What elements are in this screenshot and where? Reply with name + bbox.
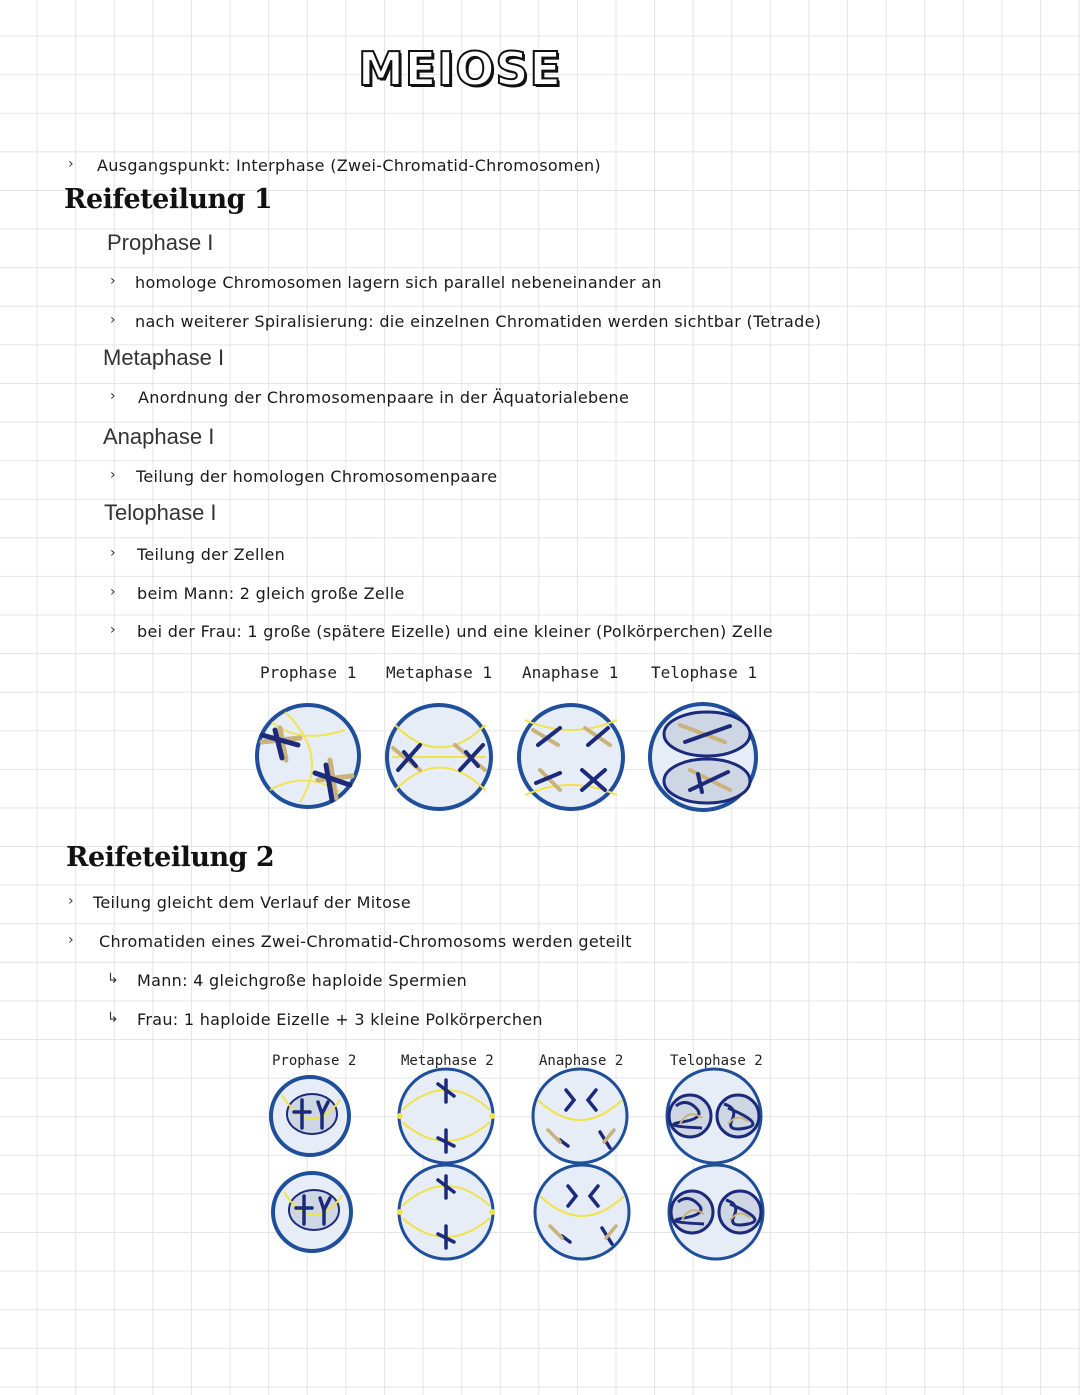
cell-prophase-2-b	[273, 1173, 351, 1251]
phase-title-prophase-1: Prophase I	[107, 230, 214, 255]
heading-reifeteilung-2: Reifeteilung 2	[66, 842, 275, 873]
diagram-label-metaphase-2: Metaphase 2	[401, 1053, 494, 1069]
bullet-text: Chromatiden eines Zwei-Chromatid-Chromosoms werden geteilt	[99, 932, 632, 951]
sub-text: Frau: 1 haploide Eizelle + 3 kleine Polkörperchen	[137, 1010, 543, 1029]
cell-metaphase-2-a	[397, 1069, 495, 1163]
diagram-label-prophase-1: Prophase 1	[260, 663, 357, 682]
cell-anaphase-2-b	[535, 1165, 629, 1259]
page-title: MEIOSE	[358, 42, 562, 96]
bullet-icon: ›	[68, 156, 74, 172]
bullet-text: beim Mann: 2 gleich große Zelle	[137, 584, 405, 603]
sub-text: Mann: 4 gleichgroße haploide Spermien	[137, 971, 468, 990]
bullet-text: Teilung der homologen Chromosomenpaare	[136, 467, 498, 486]
diagram-label-anaphase-2: Anaphase 2	[539, 1053, 624, 1069]
bullet-text: Anordnung der Chromosomenpaare in der Äquatorialebene	[138, 388, 630, 407]
bullet-icon: ›	[110, 312, 116, 328]
diagram-label-prophase-2: Prophase 2	[272, 1053, 357, 1069]
phase-title-telophase-1: Telophase I	[104, 500, 217, 525]
intro-text: Ausgangspunkt: Interphase (Zwei-Chromatid-Chromosomen)	[97, 156, 601, 175]
bullet-text: homologe Chromosomen lagern sich parallel nebeneinander an	[135, 273, 662, 292]
cell-prophase-1	[257, 705, 359, 807]
phase-title-metaphase-1: Metaphase I	[103, 345, 225, 370]
cell-anaphase-1	[519, 705, 623, 809]
bullet-icon: ›	[110, 467, 116, 483]
cell-telophase-2-a	[667, 1069, 761, 1163]
cell-anaphase-2-a	[533, 1069, 627, 1163]
cell-prophase-2-a	[271, 1077, 349, 1155]
phase-title-anaphase-1: Anaphase I	[103, 424, 215, 449]
bullet-text: Teilung der Zellen	[137, 545, 286, 564]
diagram-label-anaphase-1: Anaphase 1	[522, 663, 619, 682]
sub-arrow-icon: ↳	[107, 971, 119, 987]
bullet-text: bei der Frau: 1 große (spätere Eizelle) und eine kleiner (Polkörperchen) Zelle	[137, 622, 773, 641]
bullet-icon: ›	[110, 622, 116, 638]
cell-metaphase-1	[387, 705, 491, 809]
sub-arrow-icon: ↳	[107, 1010, 119, 1026]
diagram-label-telophase-1: Telophase 1	[651, 663, 757, 682]
bullet-icon: ›	[110, 545, 116, 561]
cell-telophase-1	[650, 704, 756, 810]
bullet-icon: ›	[110, 273, 116, 289]
bullet-icon: ›	[110, 388, 116, 404]
bullet-icon: ›	[110, 584, 116, 600]
diagram-label-metaphase-1: Metaphase 1	[386, 663, 492, 682]
cell-telophase-2-b	[669, 1165, 763, 1259]
bullet-text: nach weiterer Spiralisierung: die einzelnen Chromatiden werden sichtbar (Tetrade)	[135, 312, 822, 331]
bullet-icon: ›	[68, 932, 74, 948]
heading-reifeteilung-1: Reifeteilung 1	[64, 184, 273, 215]
bullet-icon: ›	[68, 893, 74, 909]
diagram-label-telophase-2: Telophase 2	[670, 1053, 763, 1069]
cell-metaphase-2-b	[397, 1165, 495, 1259]
bullet-text: Teilung gleicht dem Verlauf der Mitose	[93, 893, 411, 912]
